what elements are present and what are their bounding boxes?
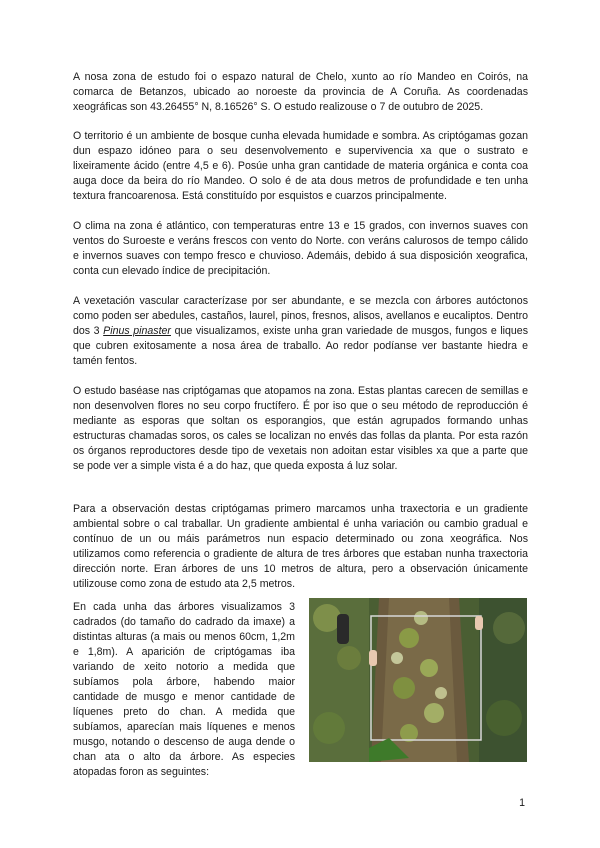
tree-trunk-illustration (309, 598, 527, 762)
paragraph-territory: O territorio é un ambiente de bosque cunha elevada humidade e sombra. As criptógamas gozan dun espazo idóneo para o seu desenvolvemento e supervivencia xa que o sustrato e lixeiramente ácido (entre 4,5 e 6). Posúe unha gran cantidade de materia orgánica e conta coa auga doce da beira do río Mandeo. O solo é de ata dous metros de profundidade e ten unha textura francoarenosa. Está constituído por esquistos e cuarzos principalmente. (73, 130, 528, 202)
paragraph-observations: En cada unha das árbores visualizamos 3 cadrados (do tamaño do cadrado da imaxe) a distintas alturas (a mais ou menos 60cm, 1,2m e 1,8m). A aparición de criptógamas iba variando de xeito notorio a medida que subíamos pola árbore, habendo maior cantidade de musgo e menor cantidade de líquenes preto do chan. A medida que subíamos, aparecían mais líquenes e menos musgo, notando o descenso de auga dende o chan ata o alto da árbore. As especies atopadas foron as seguintes: (73, 601, 295, 778)
paragraph-climate: O clima na zona é atlántico, con temperaturas entre 13 e 15 grados, con invernos suaves con ventos do Suroeste e veráns frescos con vento do Norte. con veráns calurosos de tempo cálido e invernos suaves con tempo fresco e chuvioso. Ademáis, debido á sua disposición xeografica, conta cun elevado índice de precipitación. (73, 220, 528, 277)
paragraph-vegetation-text-1: A vexetación vascular caracterízase por ser abundante, e se mezcla con árbores autóctonos como poden ser abedules, castaños, laurel, pinos, fresnos, alisos, avellanos e eucaliptos. Dentro dos 3 (73, 295, 528, 337)
paragraph-vegetation-text-2: que visualizamos, existe unha gran variedade de musgos, fungos e liques que cubren exitosamente a nosa área de traballo. Ao redor podíanse ver bastante hiedra e tamén fentos. (73, 325, 528, 367)
paragraph-vegetation (73, 294, 528, 369)
paragraph-study-area: A nosa zona de estudo foi o espazo natural de Chelo, xunto ao río Mandeo en Coirós, na comarca de Betanzos, ubicado ao noroeste da provincia de A Coruña. As coordenadas xeográficas son 43.26455° N, 8.16526° S. O estudo realizouse o 7 de outubro de 2025. (73, 71, 528, 113)
tree-trunk-photo (309, 598, 527, 762)
paragraph-methodology: Para a observación destas criptógamas primero marcamos unha traxectoria e un gradiente ambiental sobre o cal traballar. Un gradiente ambiental é unha variación ou cambio gradual e contínuo de un ou máis parámetros nun espacio determinado ou zona xeográfica. Nos utilizamos como referencia o gradiente de altura de tres árbores que estaban nunha traxectoria dirección norte. Eran árbores de uns 10 metros de altura, pero a observación únicamente utilizouse como zona de estudo ata 2,5 metros. (73, 503, 528, 590)
species-name-pinus-pinaster: Pinus pinaster (103, 325, 171, 337)
paragraph-cryptogams: O estudo baséase nas criptógamas que atopamos na zona. Estas plantas carecen de semillas e non desenvolven flores no seu corpo fructífero. É por iso que o seu método de reproducción é mediante as esporas que soltan os esporangios, que están agrupados formando unhas estructuras chamadas soros, os cales se localizan no envés das follas da planta. Por esta razón os órganos reproductores desde tipo de vexetais non adoitan estar visibles xa que a parte que se pode ver a simple vista é a do haz, que queda exposta á luz solar. (73, 385, 528, 472)
page-number: 1 (519, 797, 525, 809)
